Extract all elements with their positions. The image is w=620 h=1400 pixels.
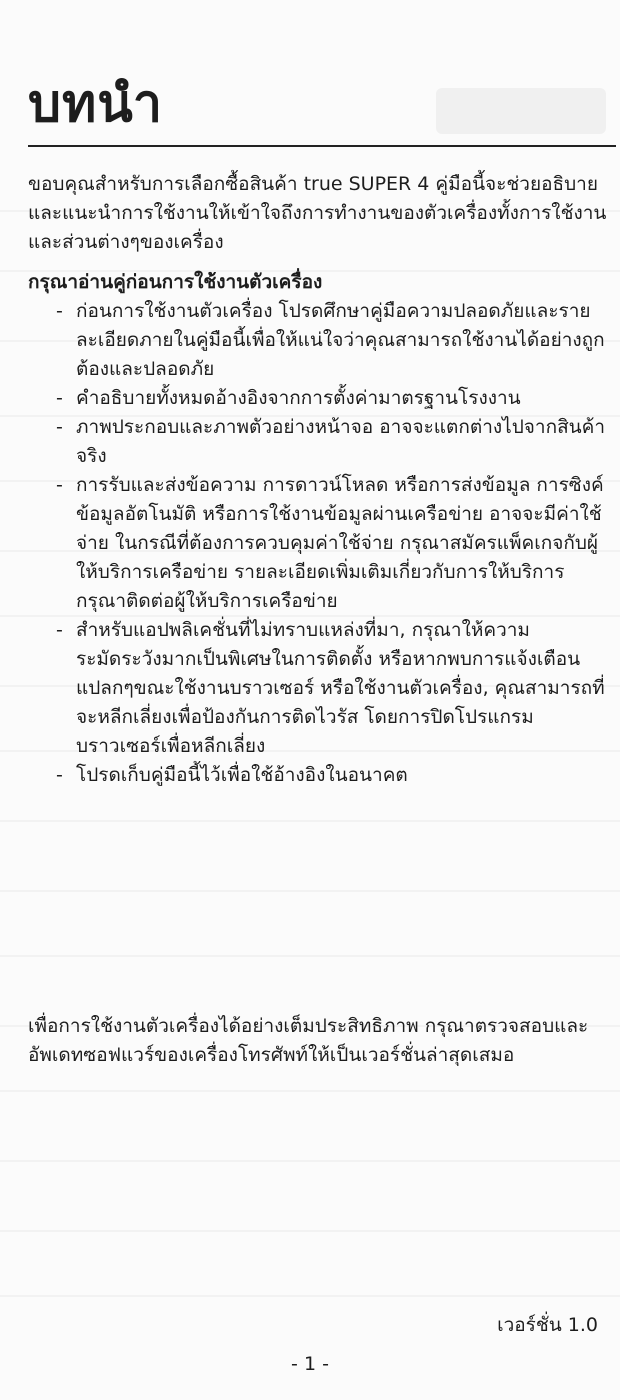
ghost-line <box>0 1295 620 1297</box>
list-item <box>56 616 608 761</box>
ghost-line <box>0 1160 620 1162</box>
heading-divider <box>28 145 616 147</box>
main-content <box>28 170 608 790</box>
list-item-text: ภาพประกอบและภาพตัวอย่างหน้าจอ อาจจะแตกต่างไปจากสินค้าจริง <box>76 416 606 467</box>
version-label: เวอร์ชั่น 1.0 <box>497 1314 598 1336</box>
ghost-line <box>0 890 620 892</box>
page-heading: บทนำ <box>28 74 164 134</box>
list-bullet: - <box>56 619 63 641</box>
section-title: กรุณาอ่านคู่ก่อนการใช้งานตัวเครื่อง <box>28 271 323 293</box>
ghost-line <box>0 1230 620 1232</box>
list-item <box>56 761 608 790</box>
ghost-line <box>0 1090 620 1092</box>
list-item <box>56 384 608 413</box>
list-item-text: คำอธิบายทั้งหมดอ้างอิงจากการตั้งค่ามาตรฐานโรงงาน <box>76 387 521 409</box>
intro-paragraph: ขอบคุณสำหรับการเลือกซื้อสินค้า true SUPER 4 คู่มือนี้จะช่วยอธิบายและแนะนำการใช้งานให้เข้าใจถึงการทำงานของตัวเครื่องทั้งการใช้งาน และส่วนต่างๆของเครื่อง <box>28 173 607 253</box>
list-item-text: ก่อนการใช้งานตัวเครื่อง โปรดศึกษาคู่มือความปลอดภัยและรายละเอียดภายในคู่มือนี้เพื่อให้แน่ใจว่าคุณสามารถใช้งานได้อย่างถูกต้องและปลอดภัย <box>76 300 605 380</box>
list-item <box>56 297 608 384</box>
ghost-line <box>0 955 620 957</box>
list-item-text: สำหรับแอปพลิเคชั่นที่ไม่ทราบแหล่งที่มา, กรุณาให้ความระมัดระวังมากเป็นพิเศษในการติดตั้ง หรือหากพบการแจ้งเตือนแปลกๆขณะใช้งานบราวเซอร์ หรือใช้งานตัวเครื่อง, คุณสามารถที่จะหลีกเลี่ยงเพื่อป้องกันการติดไวรัส โดยการปิดโปรแกรมบราวเซอร์เพื่อหลีกเลี่ยง <box>76 619 605 757</box>
list-item-text: การรับและส่งข้อความ การดาวน์โหลด หรือการส่งข้อมูล การซิงค์ข้อมูลอัตโนมัติ หรือการใช้งานข้อมูลผ่านเครือข่าย อาจจะมีค่าใช้จ่าย ในกรณีที่ต้องการควบคุมค่าใช้จ่าย กรุณาสมัครแพ็คเกจกับผู้ให้บริการเครือข่าย รายละเอียดเพิ่มเติมเกี่ยวกับการให้บริการกรุณาติดต่อผู้ให้บริการเครือข่าย <box>76 474 604 612</box>
list-bullet: - <box>56 764 63 786</box>
ghost-line <box>0 820 620 822</box>
ghost-title-block <box>436 88 606 134</box>
list-item-text: โปรดเก็บคู่มือนี้ไว้เพื่อใช้อ้างอิงในอนาคต <box>76 764 408 786</box>
closing-paragraph: เพื่อการใช้งานตัวเครื่องได้อย่างเต็มประสิทธิภาพ กรุณาตรวจสอบและอัพเดทซอฟแวร์ของเครื่องโทรศัพท์ให้เป็นเวอร์ชั่นล่าสุดเสมอ <box>28 1015 589 1066</box>
list-bullet: - <box>56 474 63 496</box>
list-item <box>56 413 608 471</box>
list-bullet: - <box>56 300 63 322</box>
page-number: - 1 - <box>291 1353 329 1375</box>
list-bullet: - <box>56 387 63 409</box>
list-bullet: - <box>56 416 63 438</box>
instruction-list <box>28 297 608 790</box>
list-item <box>56 471 608 616</box>
